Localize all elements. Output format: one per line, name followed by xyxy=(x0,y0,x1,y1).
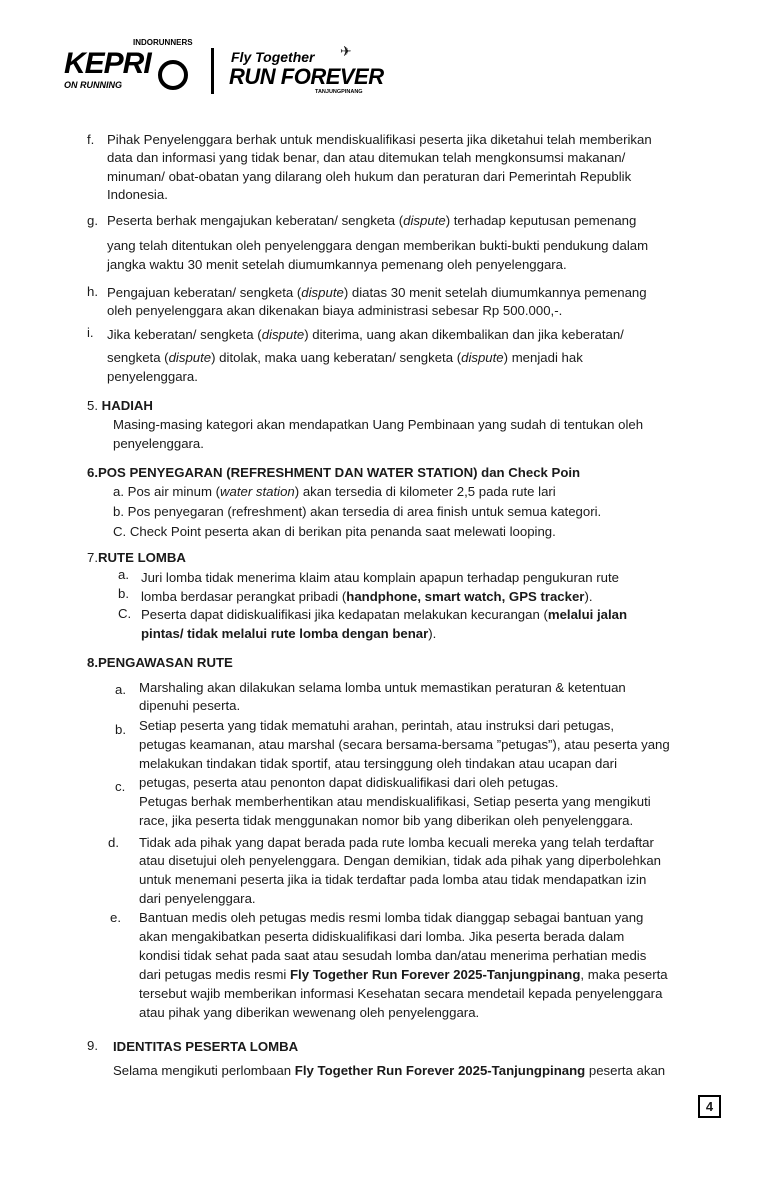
text-segment: penyelenggara. xyxy=(113,436,204,451)
text-segment: b. xyxy=(115,722,126,737)
text-segment: h. xyxy=(87,284,98,299)
text-line xyxy=(107,131,652,149)
text-segment: Setiap peserta yang tidak mematuhi arahan, perintah, atau instruksi dari petugas, xyxy=(139,718,615,733)
text-segment: tersebut wajib memberikan informasi Kesehatan secara mendetail kepada penyelenggara xyxy=(139,986,663,1001)
text-line xyxy=(113,483,556,501)
text-line xyxy=(113,435,204,453)
text-segment: ) ditolak, maka uang keberatan/ sengketa ( xyxy=(211,350,462,365)
text-segment: untuk menemani peserta jika ia tidak terdaftar pada lomba atau tidak mendapatkan izin xyxy=(139,872,647,887)
text-segment: a. xyxy=(118,567,129,582)
text-line xyxy=(113,416,643,434)
text-line xyxy=(107,168,631,186)
fly-together-logo-text: Fly Together xyxy=(231,49,315,65)
text-line xyxy=(113,1062,665,1080)
text-line xyxy=(139,928,624,946)
text-line xyxy=(107,149,625,167)
text-line xyxy=(87,654,233,672)
text-line xyxy=(87,397,153,415)
text-segment: race, jika peserta tidak menggunakan nomor bib yang diberikan oleh penyelenggara. xyxy=(139,813,634,828)
bold-text: Fly Together Run Forever 2025-Tanjungpinang xyxy=(290,967,581,982)
list-marker xyxy=(115,681,126,699)
text-line xyxy=(139,755,617,773)
text-line xyxy=(141,588,593,606)
indorunners-logo-text: INDORUNNERS xyxy=(133,38,193,47)
page-number: 4 xyxy=(698,1095,721,1118)
text-line xyxy=(139,697,240,715)
text-line xyxy=(107,349,583,367)
text-segment: Masing-masing kategori akan mendapatkan Uang Pembinaan yang sudah di tentukan oleh xyxy=(113,417,644,432)
italic-text: dispute xyxy=(301,285,344,300)
italic-text: dispute xyxy=(403,213,446,228)
text-segment: Peserta dapat didiskualifikasi jika kedapatan melakukan kecurangan ( xyxy=(141,607,548,622)
bold-text: handphone, smart watch, GPS tracker xyxy=(346,589,585,604)
text-segment: b. Pos penyegaran (refreshment) akan tersedia di area finish untuk semua kategori. xyxy=(113,504,602,519)
text-segment: penyelenggara. xyxy=(107,369,198,384)
text-line xyxy=(139,985,662,1003)
bold-text: RUTE LOMBA xyxy=(98,550,186,565)
text-line xyxy=(139,834,654,852)
text-line xyxy=(139,1004,479,1022)
text-line xyxy=(107,186,168,204)
text-segment: sengketa ( xyxy=(107,350,169,365)
text-segment: atau pihak yang diberikan wewenang oleh penyelenggara. xyxy=(139,1005,480,1020)
bold-text: IDENTITAS PESERTA LOMBA xyxy=(113,1039,299,1054)
text-segment: C. Check Point peserta akan di berikan pita penanda saat melewati looping. xyxy=(113,524,556,539)
bold-text: melalui jalan xyxy=(547,607,628,622)
text-segment: Indonesia. xyxy=(107,187,168,202)
text-segment: C. xyxy=(118,606,132,621)
text-segment: ) akan tersedia di kilometer 2,5 pada rute lari xyxy=(294,484,556,499)
text-segment: 5. xyxy=(87,398,102,413)
text-segment: d. xyxy=(108,835,119,850)
text-segment: g. xyxy=(87,213,98,228)
list-marker xyxy=(110,909,121,927)
text-line xyxy=(107,237,648,255)
bold-text: 8.PENGAWASAN RUTE xyxy=(87,655,233,670)
list-marker xyxy=(87,324,94,342)
tanjungpinang-logo-text: TANJUNGPINANG xyxy=(315,89,363,95)
text-segment: ) diterima, uang akan dikembalikan dan jika keberatan/ xyxy=(304,327,624,342)
text-segment: i. xyxy=(87,325,94,340)
list-marker xyxy=(115,778,125,796)
text-line xyxy=(107,302,562,320)
text-segment: akan mengakibatkan peserta didiskualifikasi dari lomba. Jika peserta berada dalam xyxy=(139,929,625,944)
text-segment: f. xyxy=(87,132,95,147)
text-segment: Petugas berhak memberhentikan atau mendiskualifikasi, Setiap peserta yang mengikuti xyxy=(139,794,651,809)
list-marker xyxy=(87,212,98,230)
on-running-logo-text: ON RUNNING xyxy=(64,80,122,90)
text-segment: Pihak Penyelenggara berhak untuk mendiskualifikasi peserta jika diketahui telah memberikan xyxy=(107,132,652,147)
list-marker xyxy=(115,721,126,739)
list-marker xyxy=(118,566,129,584)
text-line xyxy=(139,679,626,697)
text-segment: yang telah ditentukan oleh penyelenggara dengan memberikan bukti-bukti pendukung dalam xyxy=(107,238,649,253)
text-line xyxy=(113,503,601,521)
text-line xyxy=(139,890,256,908)
text-segment: dari penyelenggara. xyxy=(139,891,256,906)
text-line xyxy=(139,812,633,830)
text-segment: kondisi tidak sehat pada saat atau sesudah lomba dan/atau menerima perhatian medis xyxy=(139,948,647,963)
text-segment: melakukan tindakan tidak sportif, atau tersinggung oleh tindakan atau ucapan dari xyxy=(139,756,618,771)
text-segment: a. Pos air minum ( xyxy=(113,484,220,499)
text-line xyxy=(107,326,624,344)
text-line xyxy=(141,625,436,643)
text-segment: lomba berdasar perangkat pribadi ( xyxy=(141,589,347,604)
text-segment: Bantuan medis oleh petugas medis resmi lomba tidak dianggap sebagai bantuan yang xyxy=(139,910,644,925)
text-segment: 9. xyxy=(87,1038,98,1053)
text-segment: atau disetujui oleh penyelenggara. Dengan demikian, tidak ada pihak yang diperbolehkan xyxy=(139,853,662,868)
text-segment: b. xyxy=(118,586,129,601)
text-segment: Tidak ada pihak yang dapat berada pada rute lomba kecuali mereka yang telah terdaftar xyxy=(139,835,654,850)
text-line xyxy=(139,947,646,965)
text-segment: Peserta berhak mengajukan keberatan/ sengketa ( xyxy=(107,213,404,228)
airplane-icon: ✈ xyxy=(340,43,352,59)
list-marker xyxy=(87,1037,98,1055)
text-segment: ) terhadap keputusan pemenang xyxy=(445,213,637,228)
italic-text: dispute xyxy=(261,327,305,342)
text-line xyxy=(87,464,580,482)
bold-text: 6.POS PENYEGARAN (REFRESHMENT DAN WATER STATION) dan Check Poin xyxy=(87,465,581,480)
list-marker xyxy=(118,585,129,603)
bold-text: Fly Together Run Forever 2025-Tanjungpinang xyxy=(294,1063,586,1078)
text-segment: Marshaling akan dilakukan selama lomba untuk memastikan peraturan & ketentuan xyxy=(139,680,626,695)
text-line xyxy=(141,569,619,587)
text-segment: jangka waktu 30 menit setelah diumumkannya pemenang oleh penyelenggara. xyxy=(107,257,567,272)
italic-text: dispute xyxy=(168,350,212,365)
italic-text: dispute xyxy=(461,350,504,365)
text-segment: minuman/ obat-obatan yang dilarang oleh hukum dan peraturan dari Pemerintah Republik xyxy=(107,169,632,184)
text-segment: ). xyxy=(428,626,437,641)
text-line xyxy=(139,909,643,927)
text-segment: e. xyxy=(110,910,121,925)
bold-text: pintas/ tidak melalui rute lomba dengan benar xyxy=(141,626,429,641)
text-segment: Selama mengikuti perlombaan xyxy=(113,1063,295,1078)
text-line xyxy=(139,736,670,754)
text-line xyxy=(139,793,651,811)
text-segment: , maka peserta xyxy=(580,967,668,982)
text-segment: a. xyxy=(115,682,126,697)
text-line xyxy=(107,284,647,302)
text-segment: Pengajuan keberatan/ sengketa ( xyxy=(107,285,302,300)
text-segment: ). xyxy=(584,589,593,604)
text-segment: dari petugas medis resmi xyxy=(139,967,290,982)
text-line xyxy=(107,256,567,274)
bold-text: HADIAH xyxy=(101,398,153,413)
text-segment: oleh penyelenggara akan dikenakan biaya administrasi sebesar Rp 500.000,-. xyxy=(107,303,563,318)
text-segment: 7. xyxy=(87,550,98,565)
list-marker xyxy=(87,283,98,301)
text-segment: peserta akan xyxy=(585,1063,666,1078)
text-line xyxy=(139,717,614,735)
text-line xyxy=(107,368,198,386)
text-segment: c. xyxy=(115,779,126,794)
text-segment: petugas, peserta atau penonton dapat didiskualifikasi dari oleh petugas. xyxy=(139,775,559,790)
text-segment: ) diatas 30 menit setelah diumumkannya pemenang xyxy=(343,285,647,300)
text-line xyxy=(113,523,556,541)
text-segment: petugas keamanan, atau marshal (secara bersama-bersama ”petugas”), atau peserta yang xyxy=(139,737,670,752)
text-segment: ) menjadi hak xyxy=(503,350,583,365)
list-marker xyxy=(118,605,131,623)
text-line xyxy=(113,1038,298,1056)
text-line xyxy=(139,852,661,870)
text-line xyxy=(139,966,668,984)
text-line xyxy=(141,606,627,624)
text-segment: Jika keberatan/ sengketa ( xyxy=(107,327,262,342)
text-line xyxy=(139,774,558,792)
text-line xyxy=(139,871,646,889)
list-marker xyxy=(87,131,94,149)
kepri-logo-text: KEPRI xyxy=(64,47,151,80)
text-segment: dipenuhi peserta. xyxy=(139,698,241,713)
list-marker xyxy=(108,834,119,852)
text-line xyxy=(107,212,636,230)
text-segment: Juri lomba tidak menerima klaim atau komplain apapun terhadap pengukuran rute xyxy=(141,570,619,585)
italic-text: water station xyxy=(220,484,295,499)
text-line xyxy=(87,549,186,567)
run-forever-logo-text: RUN FOREVER xyxy=(229,64,384,89)
text-segment: data dan informasi yang tidak benar, dan atau ditemukan telah mengkonsumsi makanan/ xyxy=(107,150,626,165)
